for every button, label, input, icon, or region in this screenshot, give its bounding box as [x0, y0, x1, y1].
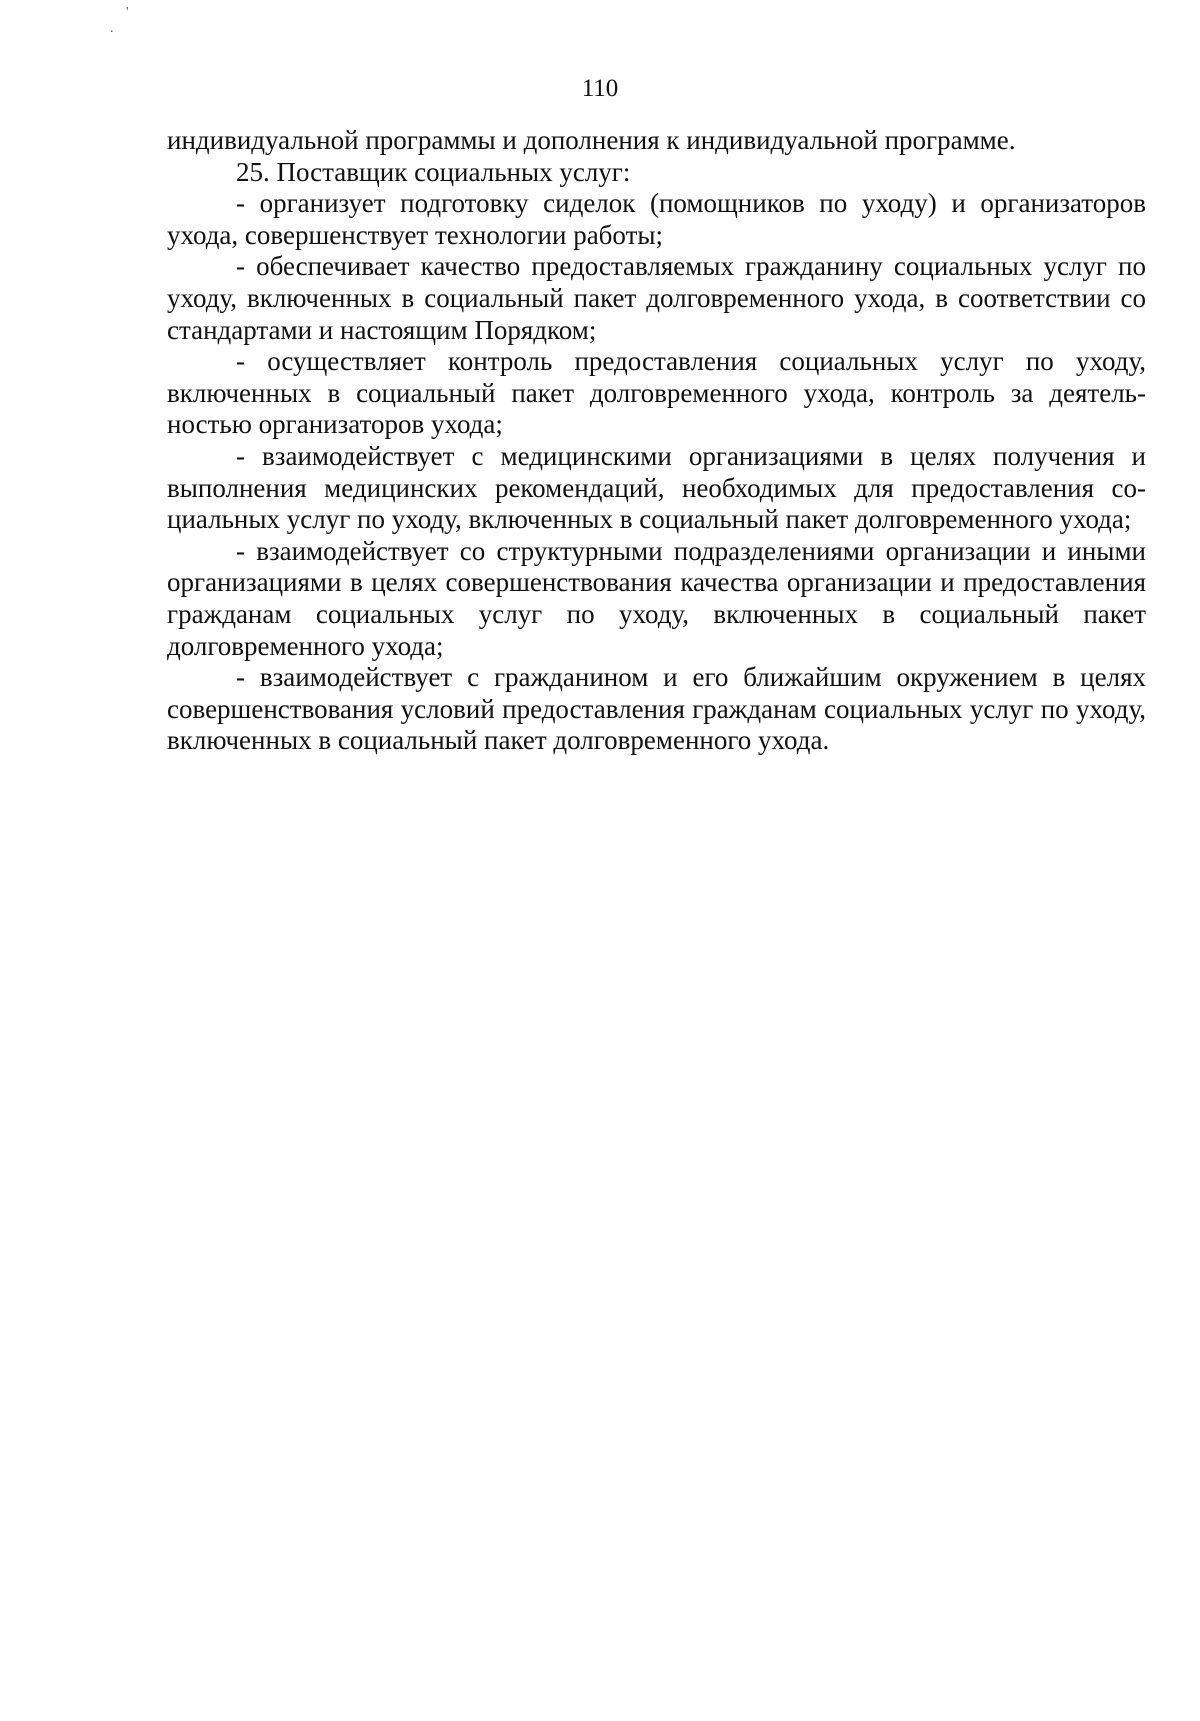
paragraph-bullet: - взаимодействует с медицинскими организациями в целях получения и выполнения медицинских рекомендаций, необходимых для предоставления социальных услуг по уходу, включенных в социальный пакет долговременного ухода;	[167, 440, 1146, 535]
paragraph-bullet: - взаимодействует со структурными подразделениями организации и иными организациями в целях совершенствования качества организации и предоставления гражданам социальных услуг по уходу, включенных в социальный пакет долговременного ухода;	[167, 535, 1146, 661]
paragraph-bullet: - организует подготовку сиделок (помощников по уходу) и организаторов ухода, совершенствует технологии работы;	[167, 188, 1146, 250]
page-number: 110	[581, 75, 619, 102]
paragraph-bullet: - обеспечивает качество предоставляемых гражданину социальных услуг по уходу, включенных в социальный пакет долговременного ухода, в соответствии со стандартами и настоящим Порядком;	[167, 251, 1146, 345]
paragraph-bullet: - взаимодействует с гражданином и его ближайшим окружением в целях совершенствования условий предоставления гражданам социальных услуг по уходу, включенных в социальный пакет долговременного ухода.	[167, 662, 1146, 756]
paragraph-bullet: - осуществляет контроль предоставления социальных услуг по уходу, включенных в социальный пакет долговременного ухода, контроль за деятельностью организаторов ухода;	[167, 346, 1146, 440]
paragraph-item-25-heading: 25. Поставщик социальных услуг:	[236, 156, 631, 187]
document-body	[167, 125, 1146, 757]
paragraph-continuation: индивидуальной программы и дополнения к индивидуальной программе.	[167, 125, 1016, 155]
scan-speck-mark: '	[126, 5, 129, 20]
scan-speck-mark: .	[110, 21, 114, 36]
